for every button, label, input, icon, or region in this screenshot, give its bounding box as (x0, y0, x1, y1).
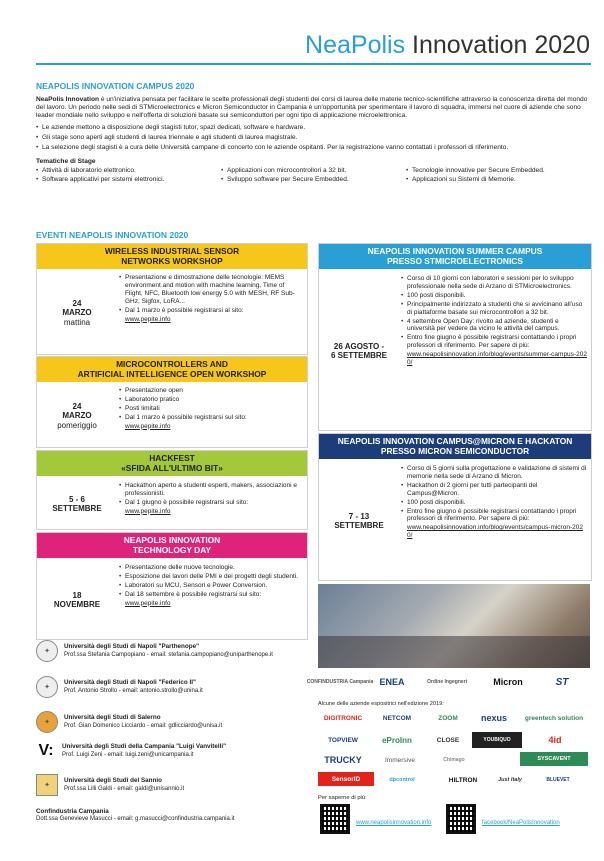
logo-greentech: greentech solution (524, 714, 584, 722)
intro-text: è un'iniziativa pensata per facilitare le scelte professionali degli studenti dei corsi di laurea delle materie tecnico-scientifiche attraverso la conoscenza diretta del mondo del lavoro. Un periodo nelle sedi di STMicroelectronics e Micron Semiconductor in Campania è un'opportunità per sperimentare il lavoro di squadra, immersi nel cuore di aziende che sono leader mondiale nello sviluppo e nell'offerta di soluzioni basate sui semiconduttori per ogni tipo di applicazione microelettronica. (36, 96, 588, 120)
event-item: • Dal 18 settembre è possibile registrarsi sul sito: (119, 591, 303, 599)
photo-desk (318, 636, 590, 668)
event-title-text: WIRELESS INDUSTRIAL SENSOR NETWORKS WORKSHOP (104, 246, 240, 266)
university-row (36, 740, 306, 762)
campus-bullet: • Gli stage sono aperti agli studenti di laurea triennale e agli studenti di laurea magistrale. (36, 134, 591, 142)
event-title-text: HACKFEST «SFIDA ALL'ULTIMO BIT» (121, 453, 223, 473)
event-link[interactable]: www.pepite.info (125, 507, 171, 515)
qr-code-site[interactable] (320, 804, 350, 834)
university-name: Università degli Studi di Salerno (64, 714, 161, 722)
logo-bluevet: BLUEVET (546, 777, 570, 783)
university-name: Università degli Studi del Sannio (64, 777, 162, 785)
event-title (319, 244, 591, 269)
event-link[interactable]: www.neapolisinnovation.info/blog/events/summer-campus-2020/ (407, 351, 587, 367)
date-start: 26 AGOSTO - (333, 341, 385, 351)
events-heading: EVENTI NEAPOLIS INNOVATION 2020 (36, 230, 189, 240)
logo-ordine: Ordine Ingegneri (426, 679, 467, 685)
university-contact: Prof.ssa Stefania Campopiano - email: stefania.campopiano@uniparthenope.it (64, 651, 273, 658)
exhibitors-heading: Alcune delle aziende espositrici nell'edizione 2019: (318, 701, 444, 707)
event-item: • Presentazione delle nuove tecnologie. (119, 564, 303, 572)
logo-st: ST (555, 676, 569, 688)
event-item: • Esposizione dei lavori delle PMI e dei progetti degli studenti. (119, 573, 303, 581)
event-items (119, 274, 303, 323)
university-name: Università degli Studi della Campania "Luigi Vanvitelli" (62, 743, 227, 751)
date-day: 18 (72, 590, 82, 600)
event-date (37, 561, 117, 639)
site-link[interactable]: www.neapolisinnovation.info (356, 820, 432, 826)
event-title (37, 451, 307, 476)
event-item: • Laboratori su MCU, Sensori e Power Conversion. (119, 582, 303, 590)
event-item: • Dal 1 giugno è possibile registrarsi sul sito: (119, 499, 303, 507)
logo-confindustria: CONFINDUSTRIA Campania (306, 679, 374, 685)
event-item: • Corso di 10 giorni con laboratori e sessioni per lo sviluppo professionale nella sede di Arzano di STMicroelectronics. (401, 275, 587, 291)
facebook-link[interactable]: facebook/NeaPolisInnovation (482, 820, 560, 826)
logo-zoom: ZOOM (438, 714, 458, 722)
logo-4id: 4id (548, 735, 562, 745)
university-seal-icon: ✦ (36, 676, 58, 698)
date-part: pomeriggio (57, 420, 97, 430)
event-item: • Dal 1 marzo è possibile registrarsi sul sito: (119, 414, 303, 422)
page-title (230, 30, 590, 60)
event-title (37, 533, 307, 558)
logo-trucky: TRUCKY (324, 755, 362, 765)
logo-immersive: Immersive (385, 756, 415, 764)
event-date (37, 385, 117, 447)
event-card-hackfest (36, 450, 308, 530)
confindustria-contact (36, 808, 235, 824)
logo-digitronic: DIGITRONIC (323, 714, 363, 722)
confindustria-email: Dott.ssa Genevieve Masucci - email: g.masucci@confindustria.campania.it (36, 816, 235, 823)
university-seal-icon: ✦ (36, 711, 58, 733)
vanvitelli-v-icon: V: (38, 742, 54, 759)
date-month: MARZO (62, 308, 92, 318)
event-item: • Presentazione open (119, 387, 303, 395)
event-item: • 100 posti disponibili. (401, 292, 587, 300)
event-items (401, 275, 587, 367)
logo-dpcontrol: dpcontrol (389, 777, 415, 783)
university-contact: Prof. Antonio Strollo - email: antonio.strollo@unina.it (64, 687, 203, 694)
campus-intro (36, 96, 591, 184)
event-link[interactable]: www.pepite.info (125, 422, 171, 430)
event-link[interactable]: www.pepite.info (125, 599, 171, 607)
university-contact: Prof.ssa Lilli Galdi - email: galdi@unisannio.it (64, 785, 185, 792)
topic-item: • Sviluppo software per Secure Embedded. (221, 176, 406, 184)
topic-item: • Tecnologie innovative per Secure Embedded. (406, 167, 591, 175)
event-items (401, 465, 587, 540)
date-month: SETTEMBRE (52, 504, 102, 513)
title-rule (36, 63, 591, 65)
topic-item: • Applicazioni su Sistemi di Memorie. (406, 176, 591, 184)
date-end: SETTEMBRE (334, 521, 384, 530)
logo-hiltron: HILTRON (448, 776, 478, 784)
university-seal-icon: ✦ (36, 640, 58, 662)
logo-eproinn: eProInn (382, 735, 412, 745)
university-contact: Prof. Luigi Zeni - email: luigi.zeni@unicampania.it (62, 751, 194, 758)
university-contact: Prof. Gian Domenico Licciardo - email: gdlicciardo@unisa.it (64, 722, 223, 729)
event-date (37, 272, 117, 354)
event-item: • Dal 1 marzo è possibile registrarsi al sito: (119, 307, 303, 315)
event-date (319, 462, 399, 580)
event-title-text: NEAPOLIS INNOVATION CAMPUS@MICRON E HACKATON PRESSO MICRON SEMICONDUCTOR (337, 436, 573, 456)
event-title (37, 244, 307, 269)
qr-code-facebook[interactable] (446, 804, 476, 834)
more-info-label: Per saperne di più: (318, 795, 367, 801)
logo-netcom: NETCOM (382, 714, 412, 722)
event-item: • Principalmente indirizzato a studenti che si avvicinano all'uso di piattaforme basate sui microcontrollori a 32 bit. (401, 301, 587, 317)
university-row (36, 676, 306, 698)
date-month: MARZO (62, 411, 92, 421)
title-neapolis: NeaPolis (305, 31, 406, 59)
university-row (36, 711, 306, 733)
logo-micron: Micron (493, 677, 523, 687)
university-seal-icon: ✦ (36, 774, 58, 796)
date-end: 6 SETTEMBRE (330, 351, 387, 360)
event-item: • Presentazione e dimostrazione delle tecnologie: MEMS environment and motion with machine learning, Time of Flight, NFC, Bluetooth low energy 5.0 with MESH, RF Sub-GHz, Sigfox, LoRA... (119, 274, 303, 306)
date-day: 24 (72, 401, 82, 411)
event-item: • 4 settembre Open Day: rivolto ad aziende, studenti e università per vedere da vicino le attività del campus. (401, 318, 587, 334)
university-row (36, 774, 306, 796)
date-start: 7 - 13 (348, 511, 370, 521)
event-item: • Posti limitati (119, 405, 303, 413)
confindustria-name: Confindustria Campania (36, 808, 109, 815)
logo-topview: TOPVIEW (328, 736, 358, 744)
campus-bullet: • La selezione degli stagisti è a cura delle Università campane di concerto con le aziende ospitanti. Per la registrazione vanno contattati i professori di riferimento. (36, 144, 591, 152)
event-card-campus-micron (318, 433, 592, 581)
logo-enea: ENEA (379, 677, 405, 687)
topic-item: • Applicazioni con microcontrollori a 32 bit. (221, 167, 406, 175)
event-item: • Laboratorio pratico (119, 396, 303, 404)
event-date (37, 479, 117, 529)
event-item: • Entro fine giugno è possibile registrarsi contattando i propri professori di riferimento. Per sapere di più: (401, 334, 587, 350)
logo-justitaly: Just Italy (498, 777, 522, 783)
event-item: • Corso di 5 giorni sulla progettazione e validazione di sistemi di memorie nella sede di Arzano di Micron. (401, 465, 587, 481)
date-month: NOVEMBRE (53, 600, 101, 609)
event-item: • Hackathon di 2 giorni per tutti partecipanti del Campus@Micron. (401, 482, 587, 498)
intro-paragraph (36, 96, 591, 121)
event-title (37, 357, 307, 382)
event-items (119, 387, 303, 431)
topic-item: • Attività di laboratorio elettronico. (36, 167, 221, 175)
university-name: Università degli Studi di Napoli "Parthenope" (64, 643, 200, 651)
logo-nexus: nexus (480, 713, 507, 723)
event-title-text: MICROCONTROLLERS AND ARTIFICIAL INTELLIGENCE OPEN WORKSHOP (77, 359, 267, 379)
event-link[interactable]: www.pepite.info (125, 315, 171, 323)
event-item: • Entro fine giugno è possibile registrarsi contattando i propri professori di riferimento. Per sapere di più: (401, 508, 587, 524)
campus-heading: NEAPOLIS INNOVATION CAMPUS 2020 (36, 81, 195, 91)
date-day: 5 - 6 (68, 494, 85, 504)
logo-chimago: Chimago (443, 757, 465, 763)
event-title (319, 434, 591, 459)
logo-youbiquo: YOUBIQUO (472, 732, 522, 748)
date-part: mattina (63, 317, 91, 327)
event-item: • Hackathon aperto a studenti esperti, makers, associazioni e professionisti. (119, 482, 303, 498)
event-title-text: NEAPOLIS INNOVATION SUMMER CAMPUS PRESSO STMICROELECTRONICS (367, 246, 543, 266)
date-day: 24 (72, 298, 82, 308)
event-card-wireless (36, 243, 308, 355)
event-item: • 100 posti disponibili. (401, 499, 587, 507)
topics-grid (36, 167, 591, 183)
topics-heading: Tematiche di Stage (36, 158, 96, 166)
event-items (119, 482, 303, 516)
title-innovation: Innovation 2020 (405, 31, 590, 59)
university-row (36, 640, 306, 662)
logo-sensorid: SensorID (318, 772, 374, 786)
event-card-techday (36, 532, 308, 640)
topic-item: • Software applicativi per sistemi elettronici. (36, 176, 221, 184)
event-date (319, 272, 399, 430)
university-name: Università degli Studi di Napoli "Federico II" (64, 679, 196, 687)
event-title-text: NEAPOLIS INNOVATION TECHNOLOGY DAY (123, 535, 221, 555)
campus-bullet: • Le aziende mettono a disposizione degli stagisti tutor, spazi dedicati, software e hardware. (36, 124, 591, 132)
event-photo (318, 584, 590, 668)
intro-bold: NeaPolis Innovation (36, 96, 100, 103)
logo-syscavent: SYSCAVENT (520, 752, 588, 766)
event-items (119, 564, 303, 608)
logo-close: CLOSE (436, 736, 460, 744)
event-card-summer-campus (318, 243, 592, 431)
event-link[interactable]: www.neapolisinnovation.info/blog/events/campus-micron-2020/ (407, 524, 583, 540)
event-card-microcontrollers (36, 356, 308, 448)
